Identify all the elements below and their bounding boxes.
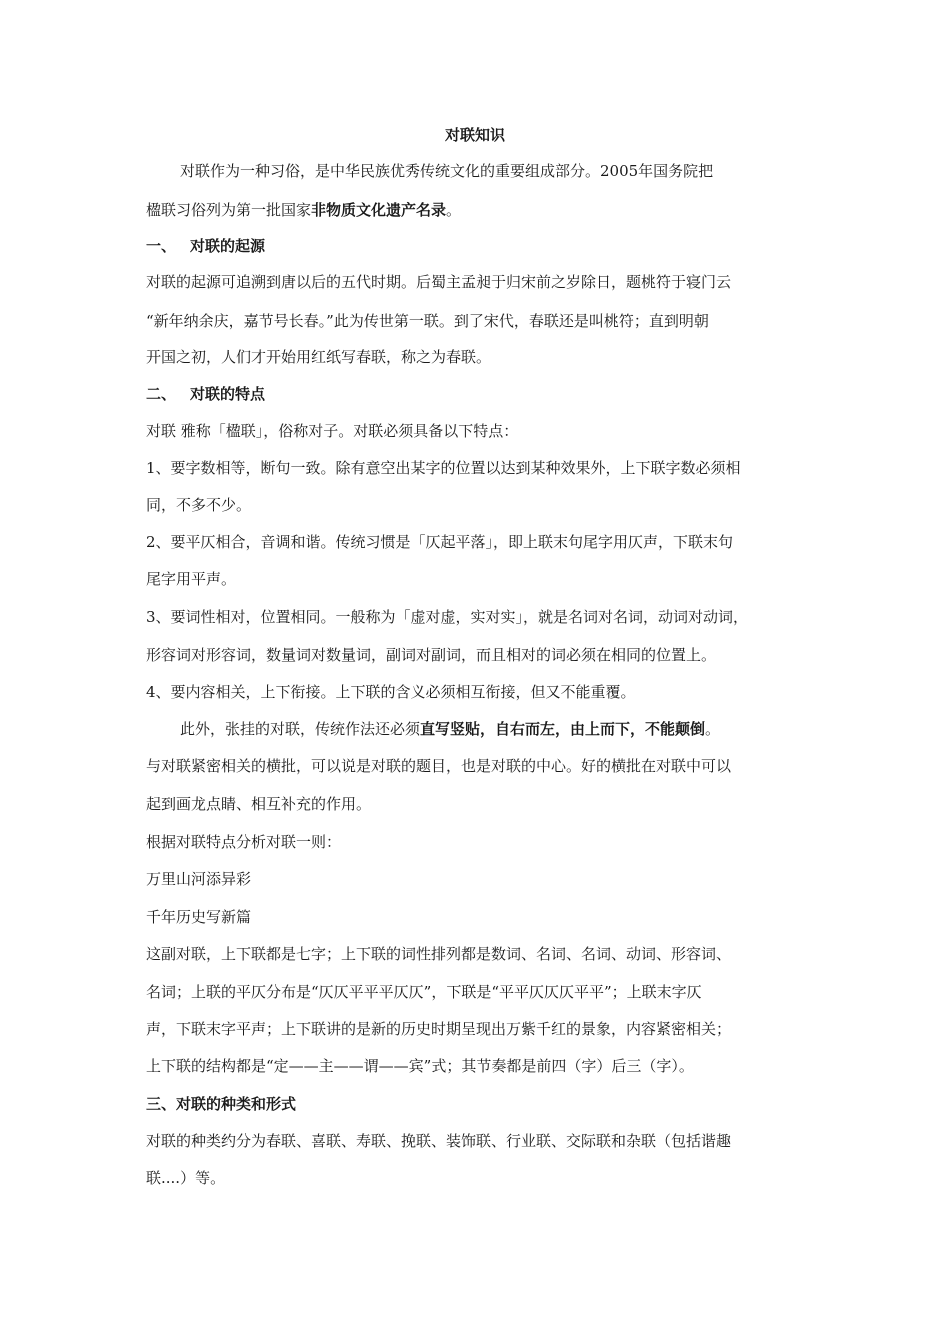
intro-text: 楹联习俗列为第一批国家 [146,201,312,219]
s2-analysis-3: 声，下联末字平声；上下联讲的是新的历史时期呈现出万紫千红的景象，内容紧密相关； [146,1020,732,1038]
s2-hengpi-1: 与对联紧密相关的横批，可以说是对联的题目，也是对联的中心。好的横批在对联中可以 [146,757,732,775]
s3-line-2: 联....）等。 [146,1169,226,1187]
intro-emphasis: 非物质文化遗产名录 [311,201,447,219]
s2-item-2b: 尾字用平声。 [146,570,237,588]
s2-analysis-intro: 根据对联特点分析对联一则： [146,833,342,851]
s2-item-3b: 形容词对形容词，数量词对数量词，副词对副词，而且相对的词必须在相同的位置上。 [146,646,717,664]
s2-item-1b: 同，不多不少。 [146,496,252,514]
s2-intro: 对联 雅称「楹联」，俗称对子。对联必须具备以下特点： [146,422,519,440]
extra-period: 。 [705,720,721,738]
s2-analysis-2: 名词；上联的平仄分布是“仄仄平平平仄仄”，下联是“平平仄仄仄平平”；上联末字仄 [146,983,702,1001]
s2-analysis-4: 上下联的结构都是“定——主——谓——宾”式；其节奏都是前四（字）后三（字）。 [146,1057,694,1075]
section-2-heading [146,383,265,405]
section-1-title: 对联的起源 [190,237,266,255]
intro-line-1: 对联作为一种习俗，是中华民族优秀传统文化的重要组成部分。2005年国务院把 [180,162,714,180]
s2-item-3a: 3、要词性相对，位置相同。一般称为「虚对虚，实对实」，就是名词对名词，动词对动词， [146,608,749,626]
s2-item-2a: 2、要平仄相合，音调和谐。传统习惯是「仄起平落」，即上联末句尾字用仄声，下联末句 [146,533,734,551]
couplet-line-1: 万里山河添异彩 [146,870,252,888]
intro-line-2 [146,199,461,221]
extra-text: 此外，张挂的对联，传统作法还必须 [180,720,421,738]
section-1-heading [146,235,265,257]
s2-item-1a: 1、要字数相等，断句一致。除有意空出某字的位置以达到某种效果外，上下联字数必须相 [146,459,741,477]
s2-hengpi-2: 起到画龙点睛、相互补充的作用。 [146,795,372,813]
s2-item-4: 4、要内容相关，上下衔接。上下联的含义必须相互衔接，但又不能重覆。 [146,683,636,701]
s2-analysis-1: 这副对联，上下联都是七字；上下联的词性排列都是数词、名词、名词、动词、形容词、 [146,945,732,963]
s2-extra [180,718,720,740]
page-title: 对联知识 [444,126,505,144]
couplet-line-2: 千年历史写新篇 [146,908,252,926]
intro-period: 。 [446,201,462,219]
s1-line-2: “新年纳余庆，嘉节号长春。”此为传世第一联。到了宋代，春联还是叫桃符；直到明朝 [146,312,709,330]
s3-line-1: 对联的种类约分为春联、喜联、寿联、挽联、装饰联、行业联、交际联和杂联（包括谐趣 [146,1132,732,1150]
s1-line-1: 对联的起源可追溯到唐以后的五代时期。后蜀主孟昶于归宋前之岁除日，题桃符于寝门云 [146,273,732,291]
extra-emphasis: 直写竖贴，自右而左，由上而下，不能颠倒 [420,720,706,738]
section-1-number: 一、 [146,237,177,255]
section-2-number: 二、 [146,385,177,403]
section-2-title: 对联的特点 [190,385,266,403]
s1-line-3: 开国之初，人们才开始用红纸写春联，称之为春联。 [146,348,492,366]
section-3-heading: 三、对联的种类和形式 [146,1095,297,1113]
